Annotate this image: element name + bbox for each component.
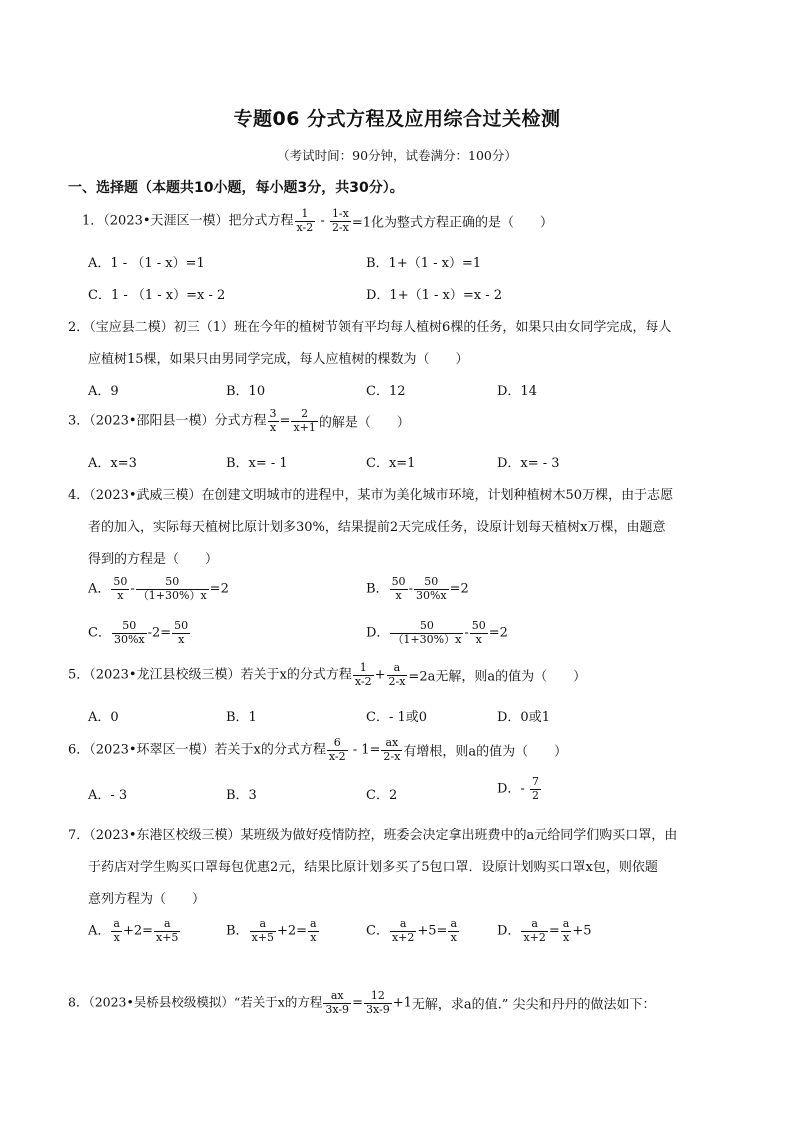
question-6: 6．（2023•环翠区一模）若关于x的分式方程 $\frac{6}{x-2}$ - 1= $\frac{ax}{2-x}$ 有增根，则a的值为（ ） (68, 736, 568, 763)
q7-option-c: C． $\frac{a}{x+2}$ +5= $\frac{a}{x}$ (366, 917, 457, 944)
page-title: 专题06 分式方程及应用综合过关检测 (233, 108, 561, 130)
q4-option-a: A． $\frac{50}{x}$ - $\frac{50}{(1+30\%)x}$ =2 (88, 575, 229, 602)
section-heading: 一、选择题（本题共10小题，每小题3分，共30分）。 (68, 180, 404, 196)
exam-info: （考试时间：90分钟，试卷满分：100分） (277, 148, 517, 163)
q4-option-d: D． $\frac{50}{(1+30\%)x}$ - $\frac{50}{x}$ =2 (366, 619, 508, 646)
q1-prefix: 1．（2023•天涯区一模）把分式方程 (82, 213, 294, 229)
question-7-line-3: 意列方程为（ ） (88, 892, 206, 907)
question-7-line-1: 7．（2023•东港区校级三模）某班级为做好疫情防控，班委会决定拿出班费中的a元给同学们购买口罩，由 (68, 828, 678, 843)
question-4-line-3: 得到的方程是（ ） (88, 552, 219, 567)
question-2-line-2: 应植树15棵，如果只由男同学完成，每人应植树的棵数为（ ） (88, 352, 469, 367)
question-3: 3．（2023•邵阳县一模）分式方程 $\frac{3}{x}$ = $\frac{2}{x+1}$ 的解是（ ） (68, 407, 410, 434)
q5-option-c: C．- 1或0 (366, 710, 428, 725)
q7-option-d: D． $\frac{a}{x+2}$ = $\frac{a}{x}$ +5 (497, 917, 592, 944)
q2-option-b: B．10 (226, 384, 266, 399)
q2-option-d: D．14 (497, 384, 537, 399)
q3-suffix: 的解是（ ） (318, 415, 410, 431)
q1-option-d: D．1+（1 - x）=x - 2 (366, 288, 502, 303)
q3-option-b: B．x= - 1 (226, 456, 288, 471)
q5-option-b: B．1 (226, 710, 257, 725)
q1-fraction-1: $\frac{1}{x-2}$ (296, 207, 314, 234)
q3-option-d: D．x= - 3 (497, 456, 560, 471)
q2-option-c: C．12 (366, 384, 406, 399)
q1-option-c: C．1 - （1 - x）=x - 2 (88, 288, 226, 303)
q3-fraction-1: $\frac{3}{x}$ (269, 407, 277, 434)
q4-option-b: B． $\frac{50}{x}$ - $\frac{50}{30\%x}$ =2 (366, 575, 469, 602)
q2-option-a: A．9 (88, 384, 119, 399)
question-7-line-2: 于药店对学生购买口罩每包优惠2元，结果比原计划多买了5包口罩．设原计划购买口罩x包，则依题 (88, 860, 658, 875)
q6-option-d: D．- $\frac{7}{2}$ (497, 775, 539, 802)
q3-option-c: C．x=1 (366, 456, 416, 471)
q1-suffix: =1化为整式方程正确的是（ ） (351, 215, 554, 231)
q6-option-c: C．2 (366, 788, 398, 803)
question-2-line-1: 2．（宝应县二模）初三（1）班在今年的植树节领有平均每人植树6棵的任务，如果只由女同学完成，每人 (68, 320, 672, 335)
q3-fraction-2: $\frac{2}{x+1}$ (293, 407, 316, 434)
q5-option-d: D．0或1 (497, 710, 550, 725)
question-4-line-1: 4．（2023•武威三模）在创建文明城市的进程中，某市为美化城市环境，计划种植树木50万棵，由于志愿 (68, 488, 674, 503)
q5-option-a: A．0 (88, 710, 119, 725)
q4-option-c: C． $\frac{50}{30\%x}$ -2= $\frac{50}{x}$ (88, 619, 189, 646)
q1-fraction-2: $\frac{1-x}{2-x}$ (331, 207, 349, 234)
q7-option-a: A． $\frac{a}{x}$ +2= $\frac{a}{x+5}$ (88, 917, 179, 944)
question-5: 5．（2023•龙江县校级三模）若关于x的分式方程 $\frac{1}{x-2}$ + $\frac{a}{2-x}$ =2a无解，则a的值为（ ） (68, 661, 587, 688)
question-1 (82, 208, 553, 234)
q3-option-a: A．x=3 (88, 456, 137, 471)
q1-operator: - (316, 213, 329, 229)
question-4-line-2: 者的加入，实际每天植树比原计划多30%，结果提前2天完成任务，设原计划每天植树x万棵，由题意 (88, 520, 666, 535)
q3-prefix: 3．（2023•邵阳县一模）分式方程 (68, 413, 267, 429)
q7-option-b: B． $\frac{a}{x+5}$ +2= $\frac{a}{x}$ (226, 917, 317, 944)
q6-option-b: B．3 (226, 788, 257, 803)
q6-option-a: A．- 3 (88, 788, 128, 803)
q1-option-b: B．1+（1 - x）=1 (366, 256, 482, 271)
question-8: 8．（2023•吴桥县校级模拟）“若关于x的方程 $\frac{ax}{3x-9}$ = $\frac{12}{3x-9}$ +1无解，求a的值.” 尖尖和丹丹的做法如下： (68, 989, 656, 1016)
q1-option-a: A．1 - （1 - x）=1 (88, 256, 205, 271)
